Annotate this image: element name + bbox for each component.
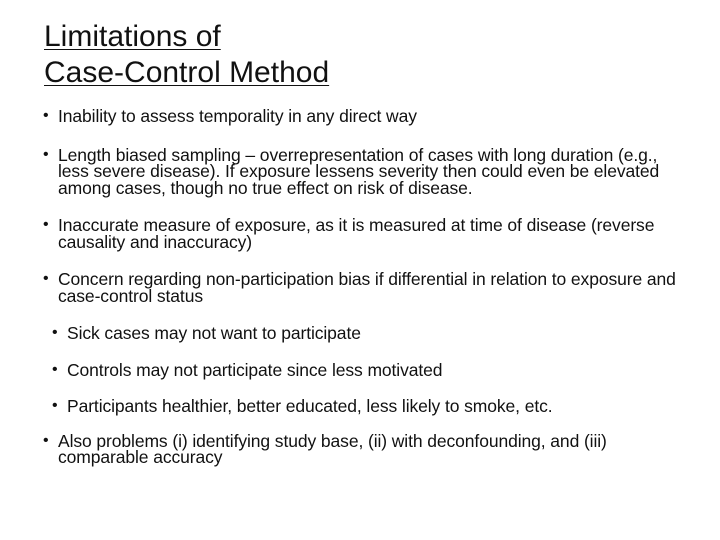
slide-title-line-1: Limitations of [44,20,221,53]
bullet-icon: • [43,145,49,163]
sub-bullet-item-controls [49,359,697,380]
sub-bullet-list [49,325,697,415]
sub-bullet-item-participants [49,398,697,415]
bullet-icon: • [52,397,58,414]
bullet-item-non-participation-bias [40,271,688,304]
bullet-text: Concern regarding non-participation bias if differential in relation to exposure and case-control status [58,269,676,306]
sub-bullet-text: Sick cases may not want to participate [67,323,361,343]
sub-bullet-item-sick-cases [49,325,697,342]
bullet-text: Inaccurate measure of exposure, as it is measured at time of disease (reverse causality and inaccuracy) [58,215,655,252]
sub-bullet-text: Participants healthier, better educated, less likely to smoke, etc. [67,396,553,416]
bullet-item-temporality [40,108,688,125]
bullet-icon: • [43,431,49,449]
bullet-item-length-biased-sampling [40,144,688,198]
bullet-icon: • [43,270,49,287]
bullet-icon: • [52,324,58,341]
bullet-list [40,108,688,466]
sub-bullet-text: Controls may not participate since less motivated [67,359,443,380]
bullet-item-also-problems [40,430,688,467]
slide-title [44,19,684,91]
bullet-item-inaccurate-exposure [40,217,688,250]
bullet-icon: • [43,107,49,124]
bullet-text: Inability to assess temporality in any direct way [58,106,417,126]
bullet-text: Also problems (i) identifying study base, (ii) with deconfounding, and (iii) comparable accuracy [58,430,607,467]
bullet-text: Length biased sampling – overrepresentation of cases with long duration (e.g., less severe disease). If exposure lessens severity then could even be elevated among cases, though no true effect on risk of disease. [58,144,660,198]
bullet-icon: • [52,360,58,378]
sub-bullet-container [40,325,688,415]
slide-title-line-2: Case-Control Method [44,56,330,89]
bullet-icon: • [43,216,49,233]
